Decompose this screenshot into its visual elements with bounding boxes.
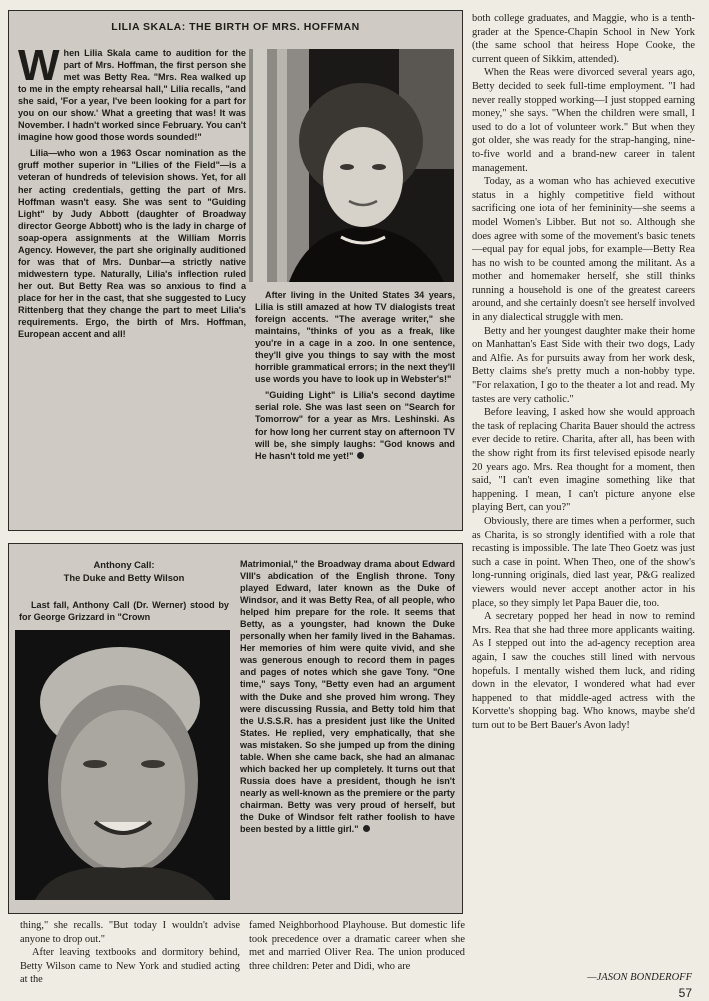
paragraph-text: Matrimonial," the Broadway drama about Edward VIII's abdication of the English throne. Tony played Edward, later known as the Duke of Windsor, and it was Betty Rea, of all people, who helped him prepare for the role. It seems that Betty, as a youngster, had known the Duke personally when her family lived in the Bahamas. Her memories of him were quite vivid, and she was generous enough to record them in pages and pages of notes which she gave Tony. "One time," says Tony, "Betty even had an argument with the Duke and she proved him wrong. They were discussing Russia, and Betty told him that the U.S.S.R. has a president just like the United States. He replied, very emphatically, that she was mistaken. So she jumped up from the dining table. When she came back, she had an almanac which backed her up completely. It turns out that Russia does have a president, though he isn't nearly as well-known as the premiere or the party chairman. Betty was very proud of herself, but the Duke of Windsor felt rather foolish to have been bested by a little girl." — [240, 559, 455, 835]
box-title-line1: Anthony Call: — [93, 559, 155, 570]
paragraph — [240, 558, 455, 835]
paragraph-text: "Guiding Light" is Lilia's second daytime serial role. She was last seen on "Search for Tomorrow" for a year as Mrs. Leshinski. As for how long her current stay on afternoon TV will be, she simply laughs: "God knows and He hasn't told me yet!" — [255, 390, 455, 461]
end-mark-icon — [357, 452, 364, 459]
paragraph: both college graduates, and Maggie, who is a tenth-grader at the Spence-Chapin School in New York (the same school that heiress Hope Cooke, the current queen of Sikkim, attended). — [472, 13, 695, 65]
paragraph: Last fall, Anthony Call (Dr. Werner) stood by for George Grizzard in "Crown — [19, 600, 229, 623]
paragraph: Betty and her youngest daughter make their home on Manhattan's East Side with their two dogs, Lady and Alfie. As for pursuits away from her work desk, Betty claims she's pretty much a non-hobby type. "For relaxation, I go to the theater a lot and read. My tastes are very catholic." — [472, 325, 695, 405]
paragraph: thing," she recalls. "But today I wouldn't advise anyone to drop out." — [20, 920, 240, 945]
sidebar-box-anthony-call — [8, 543, 463, 914]
paragraph: Lilia—who won a 1963 Oscar nomination as the gruff mother superior in "Lilies of the Field"—is a veteran of hundreds of television shows. Yet, for all her acting credentials, getting the part of Mrs. Hoffman wasn't easy. She was sent to "Guiding Light" by Judy Abbott (daughter of Broadway director George Abbott) who is the lady in charge of soap-opera assignments at the William Morris Agency. However, the part she originally auditioned for was that of Mrs. Dunbar—a strictly native midwestern type. Naturally, Lilia's inflection ruled her out. But Betty Rea was so anxious to find a place for her in the cast, that she suggested to Lucy Rittenberg that they change the part to meet Lilia's requirements. Ergo, the birth of Mrs. Hoffman, European accent and all! — [18, 148, 246, 340]
drop-cap: W — [18, 41, 60, 90]
box-column-left — [19, 599, 229, 623]
paragraph: After leaving textbooks and dormitory behind, Betty Wilson came to New York and studied acting at the — [20, 947, 240, 986]
box-title-line2: The Duke and Betty Wilson — [63, 572, 185, 583]
text-column-bottom-middle — [249, 919, 465, 973]
box-column-right — [240, 558, 455, 835]
sidebar-box-lilia-skala — [8, 10, 463, 531]
paragraph: hen Lilia Skala came to audition for the part of Mrs. Hoffman, the first person she met was Betty Rea. "Mrs. Rea walked up to me in the empty rehearsal hall," Lilia recalls, "and she said, 'For a year, I've been looking for a part for you on our show.' What a greeting that was! It was November. I hadn't worked since February. You can't imagine how good those words sounded!" — [18, 48, 246, 143]
paragraph: famed Neighborhood Playhouse. But domestic life took precedence over a dramatic career when she met and married Oliver Rea. The union produced three children: Peter and Didi, who are — [249, 920, 465, 972]
paragraph: A secretary popped her head in now to remind Mrs. Rea that she had three more applicants waiting. As I stepped out into the ad-agency reception area again, I saw the couches still lined with nervous hopefuls. I mentally wished them luck, and riding down in the elevator, I wondered what had ever happened to that middle-aged actress with the Korvette's shopping bag. Who knows, maybe she'd turn out to be Bert Bauer's Avon lady! — [472, 611, 695, 731]
paragraph: Today, as a woman who has achieved executive status in a highly competitive field without sacrificing one iota of her femininity—she seems a model Women's Libber. But not so. Although she does agree with some of the movement's basic tenets—equal pay for equal jobs, for example—Betty Rea has no wish to be counted among the militant. As a mother and homemaker herself, she still thinks running a household is one of the greatest careers around, and she certainly doesn't see herself involved in any dialectical struggle with men. — [472, 176, 695, 324]
byline: —JASON BONDEROFF — [587, 972, 692, 983]
paragraph: After living in the United States 34 years, Lilia is still amazed at how TV dialogists treat foreign accents. "The average writer," she maintains, "thinks of you as a freak, like you're in a cage in a zoo. In one sentence, they'll give you things to say with the most horrible grammatical errors; in the next they'll use words you have to look up in Webster's!" — [255, 290, 455, 385]
portrait-illustration — [249, 49, 454, 282]
photo-anthony-call — [15, 630, 230, 900]
page-number: 57 — [678, 986, 692, 1000]
end-mark-icon — [363, 825, 370, 832]
text-column-right — [472, 12, 695, 732]
paragraph: Obviously, there are times when a performer, such as Charita, is so strongly identified with a role that recasting is impossible. The late Theo Goetz was just such a case in point. When Theo, one of the show's long-running originals, died last year, P&G realized viewers would never accept another actor in his place, so they simply let Papa Bauer die, too. — [472, 515, 695, 609]
box-title: LILIA SKALA: THE BIRTH OF MRS. HOFFMAN — [111, 21, 360, 33]
photo-lilia-skala — [249, 49, 454, 282]
paragraph — [255, 389, 455, 461]
portrait-illustration — [15, 630, 230, 900]
paragraph: When the Reas were divorced several years ago, Betty decided to seek full-time employment. "I had never really stopped working—I just stopped earning money," she says. "When the children were small, I used to do a lot of volunteer work." But when they got older, she was ready for the strap-hanging, nine-to-five world and a brand-new career in talent management. — [472, 67, 695, 174]
text-column-bottom-left — [20, 919, 240, 987]
box-column-left — [18, 41, 246, 340]
box-column-right — [255, 289, 455, 462]
paragraph: Before leaving, I asked how she would approach the task of replacing Charita Bauer should the actress ever decide to retire. Charita, after all, has been with the show right from its first televised episode nearly 20 years ago. Mrs. Rea thought for a moment, then said, "I can't even imagine something like that happening. I mean, I can't picture anyone else playing Bert, can you?" — [472, 407, 695, 514]
